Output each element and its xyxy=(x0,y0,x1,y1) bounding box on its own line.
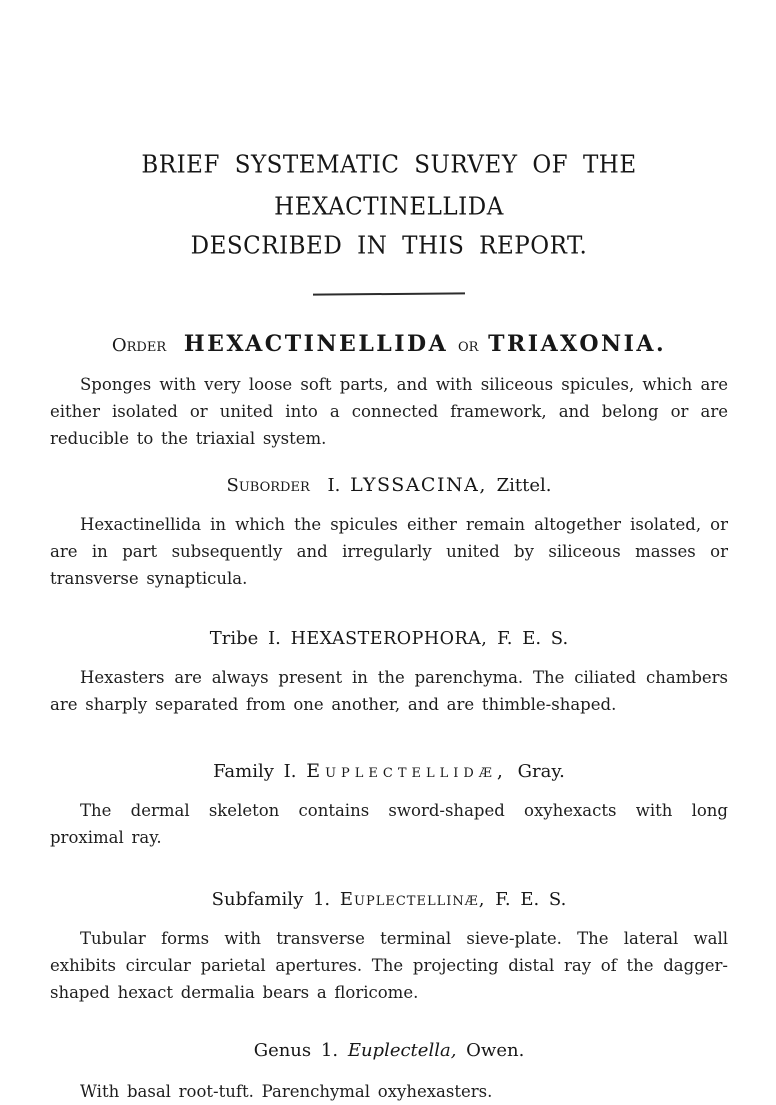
subfamily-description: Tubular forms with transverse terminal sieve-plate. The lateral wall exhibits circular parietal apertures. The projecting distal ray of the dagger-shaped hexact dermalia bears a floricome. xyxy=(50,929,728,1002)
tribe-number: I. xyxy=(268,628,281,649)
page-title xyxy=(50,146,728,266)
order-rank-label: Order xyxy=(111,335,167,356)
genus-heading xyxy=(50,1038,728,1064)
order-heading xyxy=(50,331,728,359)
family-rank-label: Family xyxy=(213,761,274,782)
page-title-line-2: DESCRIBED IN THIS REPORT. xyxy=(190,232,588,260)
tribe-description: Hexasters are always present in the parenchyma. The ciliated chambers are sharply separated from one another, and are thimble-shaped. xyxy=(50,668,728,714)
title-divider-rule xyxy=(313,292,465,295)
suborder-authority: Zittel. xyxy=(496,475,552,496)
family-name: Euplectellidæ, xyxy=(306,760,508,782)
suborder-rank-label: Suborder xyxy=(226,475,310,496)
page-title-line-1: BRIEF SYSTEMATIC SURVEY OF THE HEXACTINELLIDA xyxy=(141,151,637,221)
suborder-name: LYSSACINA, xyxy=(350,474,487,496)
tribe-heading xyxy=(50,626,728,652)
subfamily-name: Euplectellinæ, xyxy=(339,889,486,910)
family-description: The dermal skeleton contains sword-shaped oxyhexacts with long proximal ray. xyxy=(50,801,728,847)
subfamily-number: 1. xyxy=(312,889,331,910)
suborder-heading xyxy=(50,472,728,499)
order-name-secondary: TRIAXONIA. xyxy=(488,331,667,357)
genus-description: With basal root-tuft. Parenchymal oxyhexasters. xyxy=(80,1082,493,1101)
genus-authority: Owen. xyxy=(466,1040,525,1061)
family-authority: Gray. xyxy=(517,761,565,782)
genus-number: 1. xyxy=(320,1040,339,1061)
subfamily-heading xyxy=(50,887,728,913)
family-number: I. xyxy=(283,761,297,782)
suborder-number: I. xyxy=(327,475,341,496)
suborder-description: Hexactinellida in which the spicules either remain altogether isolated, or are in part subsequently and irregularly united by siliceous masses or transverse synapticula. xyxy=(50,515,728,588)
tribe-authority: F. E. S. xyxy=(497,628,569,649)
order-description: Sponges with very loose soft parts, and with siliceous spicules, which are either isolated or united into a connected framework, and belong or are reducible to the triaxial system. xyxy=(50,375,728,448)
genus-name: Euplectella, xyxy=(347,1040,457,1061)
subfamily-authority: F. E. S. xyxy=(495,889,567,910)
subfamily-rank-label: Subfamily xyxy=(211,889,304,910)
genus-rank-label: Genus xyxy=(253,1040,312,1061)
order-name-primary: HEXACTINELLIDA xyxy=(183,331,449,357)
tribe-rank-label: Tribe xyxy=(209,628,259,649)
tribe-name: HEXASTEROPHORA, xyxy=(290,629,488,649)
order-conjunction: or xyxy=(457,335,479,356)
family-heading xyxy=(50,758,728,785)
